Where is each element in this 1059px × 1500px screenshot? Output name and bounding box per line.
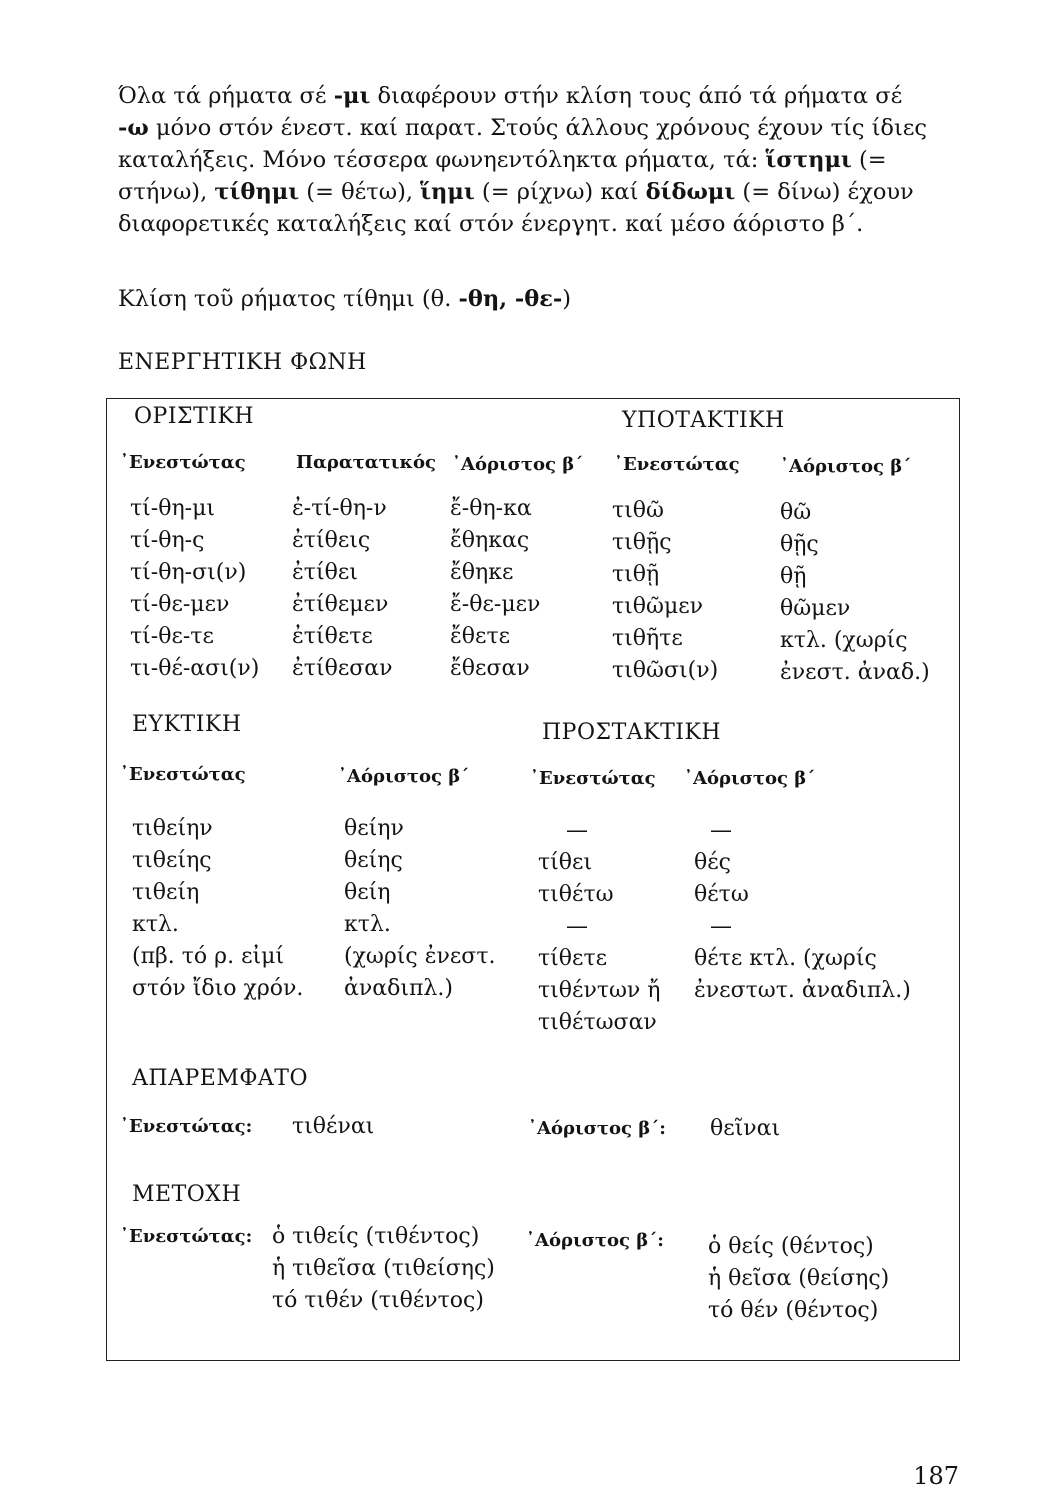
form: τιθῆτε	[612, 626, 683, 651]
form: —	[710, 914, 732, 939]
title-bold: -θη, -θε-	[458, 286, 563, 312]
form: τίθει	[538, 850, 593, 875]
form: ἐτίθετε	[292, 624, 373, 649]
form: ἐνεστωτ. ἀναδιπλ.)	[694, 978, 911, 1003]
form: στόν ἴδιο χρόν.	[132, 976, 304, 1001]
form: τί-θη-σι(ν)	[130, 560, 247, 585]
form: ἐτίθεμεν	[292, 592, 389, 617]
form: θείης	[344, 848, 403, 873]
form: τί-θη-ς	[130, 528, 205, 553]
optative-aorist-column	[344, 814, 496, 1006]
form: ὁ τιθείς (τιθέντος)	[272, 1224, 480, 1249]
form: κτλ.	[132, 912, 179, 937]
indicative-present-column	[130, 494, 259, 686]
subjunctive-present-column	[612, 496, 718, 688]
imperative-present-column	[538, 816, 660, 1040]
intro-bold: -ω	[118, 115, 149, 141]
form: κτλ.	[344, 912, 391, 937]
form: τιθείην	[132, 816, 213, 841]
form: θές	[694, 850, 731, 875]
form: ἐτίθει	[292, 560, 358, 585]
header-subj-aorist: ᾿Αόριστος β΄	[780, 456, 912, 477]
form: —	[566, 818, 588, 843]
intro-bold: ἵημι	[420, 179, 475, 205]
form: θῇς	[780, 532, 819, 557]
form: ἔθετε	[450, 624, 511, 649]
optative-present-column	[132, 814, 303, 1006]
intro-bold: τίθημι	[214, 179, 300, 205]
form: τιθέτωσαν	[538, 1010, 657, 1035]
intro-bold: ἵστημι	[765, 147, 852, 173]
form: τι-θέ-ασι(ν)	[130, 656, 260, 681]
intro-text: (= θέτω),	[299, 179, 421, 205]
page-number: 187	[913, 1462, 959, 1490]
participle-present-label: ᾿Ενεστώτας:	[120, 1226, 253, 1247]
infinitive-aorist-label: ᾿Αόριστος β΄:	[528, 1118, 666, 1139]
form: τιθῶσι(ν)	[612, 658, 719, 683]
form: τιθῶμεν	[612, 594, 704, 619]
intro-line-3	[118, 144, 968, 176]
indicative-heading: ΟΡΙΣΤΙΚΗ	[134, 404, 255, 429]
infinitive-present-label: ᾿Ενεστώτας:	[120, 1116, 253, 1137]
form: ἔθεσαν	[450, 656, 530, 681]
infinitive-aorist-value: θεῖναι	[710, 1116, 781, 1141]
form: τιθέτω	[538, 882, 614, 907]
infinitive-heading: ΑΠΑΡΕΜΦΑΤΟ	[132, 1066, 308, 1091]
form: τίθετε	[538, 946, 608, 971]
participle-aorist-label: ᾿Αόριστος β΄:	[526, 1230, 664, 1251]
intro-text: διαφορετικές καταλήξεις καί στόν ένεργητ. καί μέσο άόριστο β΄.	[118, 211, 864, 237]
indicative-aorist-column	[450, 494, 540, 686]
intro-text: (= δίνω) έχουν	[735, 179, 914, 205]
intro-line-2	[118, 112, 968, 144]
participle-present-column	[272, 1222, 495, 1318]
title-text: )	[562, 286, 572, 312]
form: θῇ	[780, 564, 807, 589]
form: —	[566, 914, 588, 939]
form: τό τιθέν (τιθέντος)	[272, 1288, 484, 1313]
form: ὁ θείς (θέντος)	[708, 1234, 874, 1259]
intro-line-4	[118, 176, 968, 208]
form: ἐ-τί-θη-ν	[292, 496, 387, 521]
form: θέτω	[694, 882, 749, 907]
form: τί-θε-μεν	[130, 592, 230, 617]
form: θείη	[344, 880, 391, 905]
form: ἔ-θε-μεν	[450, 592, 541, 617]
title-text: Κλίση τοῦ ρήματος τίθημι (θ.	[118, 286, 459, 312]
intro-paragraph	[118, 80, 968, 240]
form: ἐνεστ. ἀναδ.)	[780, 660, 930, 685]
form: (πβ. τό ρ. εἰμί	[132, 944, 285, 969]
intro-text: στήνω),	[118, 179, 215, 205]
form: τιθείη	[132, 880, 200, 905]
form: θῶμεν	[780, 596, 851, 621]
form: ἀναδιπλ.)	[344, 976, 453, 1001]
form: ἔθηκε	[450, 560, 514, 585]
subjunctive-aorist-column	[780, 498, 930, 690]
form: θείην	[344, 816, 404, 841]
form: ἐτίθεις	[292, 528, 371, 553]
intro-text: καταλήξεις. Μόνο τέσσερα φωνηεντόληκτα ρήματα, τά:	[118, 147, 766, 173]
imperative-heading: ΠΡΟΣΤΑΚΤΙΚΗ	[542, 720, 722, 745]
intro-text: μόνο στόν ένεστ. καί παρατ. Στούς άλλους χρόνους έχουν τίς ίδιες	[148, 115, 928, 141]
form: τί-θη-μι	[130, 496, 216, 521]
header-aorist: ᾿Αόριστος β΄	[452, 454, 584, 475]
indicative-imperfect-column	[292, 494, 393, 686]
participle-aorist-column	[708, 1232, 889, 1328]
form: ἡ τιθεῖσα (τιθείσης)	[272, 1256, 495, 1281]
form: ἔ-θη-κα	[450, 496, 532, 521]
participle-heading: ΜΕΤΟΧΗ	[132, 1182, 242, 1207]
form: τιθῶ	[612, 498, 664, 523]
intro-text: (=	[851, 147, 887, 173]
header-opt-aorist: ᾿Αόριστος β΄	[338, 766, 470, 787]
form: τιθέντων ἤ	[538, 978, 661, 1003]
optative-heading: ΕΥΚΤΙΚΗ	[132, 712, 242, 737]
intro-text: Όλα τά ρήματα σέ	[118, 83, 334, 109]
intro-bold: δίδωμι	[645, 179, 736, 205]
intro-line-1	[118, 80, 968, 112]
intro-bold: -μι	[333, 83, 371, 109]
form: τιθῇς	[612, 530, 672, 555]
header-opt-present: ᾿Ενεστώτας	[120, 764, 246, 785]
header-present: ᾿Ενεστώτας	[120, 452, 246, 473]
form: κτλ. (χωρίς	[780, 628, 908, 653]
subjunctive-heading: ΥΠΟΤΑΚΤΙΚΗ	[622, 408, 785, 433]
imperative-aorist-column	[694, 816, 911, 1008]
form: ἐτίθεσαν	[292, 656, 393, 681]
header-subj-present: ᾿Ενεστώτας	[614, 454, 740, 475]
form: τιθείης	[132, 848, 212, 873]
intro-text: διαφέρουν στήν κλίση τους άπό τά ρήματα σέ	[370, 83, 903, 109]
form: ἡ θεῖσα (θείσης)	[708, 1266, 890, 1291]
form: θῶ	[780, 500, 812, 525]
form: ἔθηκας	[450, 528, 530, 553]
form: —	[710, 818, 732, 843]
intro-text: (= ρίχνω) καί	[474, 179, 646, 205]
form: θέτε κτλ. (χωρίς	[694, 946, 877, 971]
voice-heading: ΕΝΕΡΓΗΤΙΚΗ ΦΩΝΗ	[118, 350, 367, 375]
header-imp-present: ᾿Ενεστώτας	[530, 768, 656, 789]
header-imp-aorist: ᾿Αόριστος β΄	[684, 768, 816, 789]
form: τιθῇ	[612, 562, 660, 587]
form: τί-θε-τε	[130, 624, 214, 649]
conjugation-title	[118, 286, 571, 312]
header-imperfect: Παρατατικός	[296, 452, 436, 473]
form: (χωρίς ἐνεστ.	[344, 944, 496, 969]
intro-line-5	[118, 208, 968, 240]
form: τό θέν (θέντος)	[708, 1298, 879, 1323]
infinitive-present-value: τιθέναι	[292, 1114, 375, 1139]
